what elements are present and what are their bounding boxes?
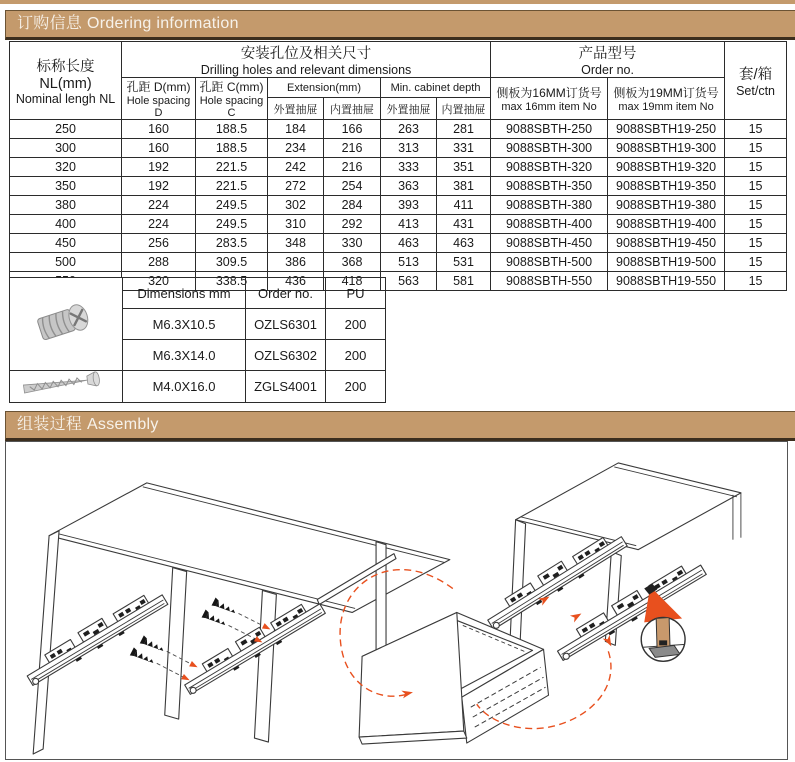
ordering-table-cell: 15 — [725, 177, 787, 196]
ordering-table-cell: 250 — [10, 120, 122, 139]
ordering-table-cell: 9088SBTH19-320 — [608, 158, 725, 177]
ordering-table-row — [10, 253, 787, 272]
ordering-table-cell: 411 — [437, 196, 491, 215]
ordering-table-cell: 9088SBTH-320 — [491, 158, 608, 177]
ordering-section-title: 订购信息 Ordering information — [17, 15, 239, 32]
ordering-table-cell: 418 — [324, 272, 381, 291]
ordering-table-cell: 9088SBTH-450 — [491, 234, 608, 253]
ordering-table-cell: 302 — [268, 196, 324, 215]
ordering-table-cell: 363 — [381, 177, 437, 196]
ordering-table-cell: 242 — [268, 158, 324, 177]
ordering-table-cell: 166 — [324, 120, 381, 139]
ordering-table-cell: 249.5 — [196, 196, 268, 215]
ordering-table-cell: 224 — [122, 196, 196, 215]
ordering-table-cell: 188.5 — [196, 120, 268, 139]
ordering-table-cell: 249.5 — [196, 215, 268, 234]
screw-order-no: ZGLS4001 — [246, 371, 326, 403]
screw-pu: 200 — [326, 340, 386, 371]
ordering-table-cell: 9088SBTH19-380 — [608, 196, 725, 215]
ordering-table-head — [10, 42, 787, 120]
col-item19: 侧板为19MM订货号 max 19mm item No — [608, 78, 725, 120]
ordering-table-row — [10, 177, 787, 196]
ordering-table-cell: 9088SBTH19-350 — [608, 177, 725, 196]
ordering-table-cell: 9088SBTH-300 — [491, 139, 608, 158]
col-ext-inner: 内置抽屉 — [324, 98, 381, 120]
ordering-table-cell: 581 — [437, 272, 491, 291]
ordering-table-cell: 160 — [122, 120, 196, 139]
ordering-table-cell: 15 — [725, 272, 787, 291]
screw-dimensions: M6.3X14.0 — [123, 340, 246, 371]
drawer-insertion-diagram — [340, 463, 741, 744]
assembly-diagram — [6, 442, 785, 757]
ordering-table-cell: 224 — [122, 215, 196, 234]
ordering-table-cell: 350 — [10, 177, 122, 196]
ordering-table-cell: 436 — [268, 272, 324, 291]
ordering-table-cell: 292 — [324, 215, 381, 234]
ordering-table-cell: 221.5 — [196, 177, 268, 196]
ordering-table-cell: 531 — [437, 253, 491, 272]
screw-row — [10, 371, 386, 403]
ordering-table-cell: 9088SBTH-380 — [491, 196, 608, 215]
col-group-order-no: 产品型号 Order no. — [491, 42, 725, 78]
ordering-table-cell: 413 — [381, 215, 437, 234]
ordering-table-cell: 15 — [725, 120, 787, 139]
ordering-table-cell: 188.5 — [196, 139, 268, 158]
screw-header-dimensions: Dimensions mm — [123, 278, 246, 309]
ordering-table-cell: 15 — [725, 139, 787, 158]
ordering-table-cell: 15 — [725, 158, 787, 177]
ordering-table-cell: 330 — [324, 234, 381, 253]
col-group-min-depth: Min. cabinet depth — [381, 78, 491, 98]
ordering-section-header — [5, 10, 795, 40]
col-group-extension: Extension(mm) — [268, 78, 381, 98]
euro-screw-image-cell — [10, 278, 123, 371]
ordering-table-cell: 15 — [725, 234, 787, 253]
ordering-table-cell: 313 — [381, 139, 437, 158]
col-hole-spacing-d: 孔距 D(mm) Hole spacing D — [122, 78, 196, 120]
ordering-table-cell: 254 — [324, 177, 381, 196]
screw-pu: 200 — [326, 371, 386, 403]
ordering-table-cell: 381 — [437, 177, 491, 196]
col-depth-outer: 外置抽屉 — [381, 98, 437, 120]
ordering-table-cell: 9088SBTH-500 — [491, 253, 608, 272]
col-group-drilling: 安装孔位及相关尺寸 Drilling holes and relevant dimensions — [122, 42, 491, 78]
ordering-table-cell: 263 — [381, 120, 437, 139]
col-nominal-length: 标称长度 NL(mm) Nominal lengh NL — [10, 42, 122, 120]
ordering-table-cell: 331 — [437, 139, 491, 158]
col-hole-spacing-c: 孔距 C(mm) Hole spacing C — [196, 78, 268, 120]
ordering-table-cell: 9088SBTH-250 — [491, 120, 608, 139]
ordering-table-cell: 288 — [122, 253, 196, 272]
assembly-section-title: 组装过程 Assembly — [17, 416, 159, 433]
ordering-table-row — [10, 120, 787, 139]
ordering-table-cell: 221.5 — [196, 158, 268, 177]
assembly-diagram-panel — [5, 441, 788, 760]
col-item16: 侧板为16MM订货号 max 16mm item No — [491, 78, 608, 120]
ordering-table-cell: 386 — [268, 253, 324, 272]
ordering-table-cell: 9088SBTH-550 — [491, 272, 608, 291]
ordering-table-cell: 281 — [437, 120, 491, 139]
ordering-table-cell: 9088SBTH19-400 — [608, 215, 725, 234]
screw-dimensions: M4.0X16.0 — [123, 371, 246, 403]
ordering-table-cell: 256 — [122, 234, 196, 253]
screw-table — [9, 277, 386, 403]
ordering-table-cell: 309.5 — [196, 253, 268, 272]
ordering-table-cell: 300 — [10, 139, 122, 158]
ordering-table-cell: 500 — [10, 253, 122, 272]
ordering-table-cell: 9088SBTH19-550 — [608, 272, 725, 291]
ordering-table-row — [10, 215, 787, 234]
screw-order-no: OZLS6301 — [246, 309, 326, 340]
ordering-table-cell: 9088SBTH-400 — [491, 215, 608, 234]
ordering-table-cell: 320 — [10, 158, 122, 177]
ordering-table-cell: 184 — [268, 120, 324, 139]
ordering-table-row — [10, 139, 787, 158]
col-ext-outer: 外置抽屉 — [268, 98, 324, 120]
ordering-table-cell: 513 — [381, 253, 437, 272]
ordering-table-cell: 563 — [381, 272, 437, 291]
ordering-table-cell: 272 — [268, 177, 324, 196]
ordering-table-cell: 9088SBTH19-250 — [608, 120, 725, 139]
ordering-table-row — [10, 234, 787, 253]
ordering-table-cell: 15 — [725, 215, 787, 234]
ordering-table-cell: 284 — [324, 196, 381, 215]
ordering-table-cell: 400 — [10, 215, 122, 234]
screw-pu: 200 — [326, 309, 386, 340]
ordering-table-cell: 234 — [268, 139, 324, 158]
top-accent-strip — [0, 0, 795, 4]
ordering-table-cell: 348 — [268, 234, 324, 253]
ordering-table-cell: 310 — [268, 215, 324, 234]
ordering-table-cell: 463 — [437, 234, 491, 253]
ordering-table-cell: 192 — [122, 177, 196, 196]
ordering-table-cell: 15 — [725, 253, 787, 272]
ordering-table-cell: 431 — [437, 215, 491, 234]
ordering-table-cell: 216 — [324, 158, 381, 177]
screw-dimensions: M6.3X10.5 — [123, 309, 246, 340]
ordering-table-cell: 333 — [381, 158, 437, 177]
ordering-table-cell: 368 — [324, 253, 381, 272]
ordering-table-cell: 216 — [324, 139, 381, 158]
col-depth-inner: 内置抽屉 — [437, 98, 491, 120]
countersunk-screw-image-cell — [10, 371, 123, 403]
ordering-table-cell: 463 — [381, 234, 437, 253]
ordering-table-cell: 380 — [10, 196, 122, 215]
euro-screw-icon — [16, 280, 116, 366]
ordering-table-cell: 320 — [122, 272, 196, 291]
screw-header-order-no: Order no. — [246, 278, 326, 309]
ordering-table-cell: 192 — [122, 158, 196, 177]
ordering-table-cell: 160 — [122, 139, 196, 158]
ordering-table-cell: 9088SBTH19-500 — [608, 253, 725, 272]
ordering-table-cell: 351 — [437, 158, 491, 177]
ordering-table-cell: 15 — [725, 196, 787, 215]
assembly-section-header — [5, 411, 795, 441]
ordering-table-cell: 450 — [10, 234, 122, 253]
ordering-table-cell: 393 — [381, 196, 437, 215]
ordering-table — [9, 41, 787, 291]
col-set-ctn: 套/箱 Set/ctn — [725, 42, 787, 120]
screw-header-pu: PU — [326, 278, 386, 309]
ordering-table-body — [10, 120, 787, 291]
ordering-table-cell: 338.5 — [196, 272, 268, 291]
ordering-table-row — [10, 196, 787, 215]
ordering-table-cell: 9088SBTH19-300 — [608, 139, 725, 158]
countersunk-screw-icon — [16, 371, 116, 399]
ordering-table-cell: 9088SBTH-350 — [491, 177, 608, 196]
screw-order-no: OZLS6302 — [246, 340, 326, 371]
ordering-table-row — [10, 158, 787, 177]
ordering-table-cell: 9088SBTH19-450 — [608, 234, 725, 253]
ordering-table-cell: 283.5 — [196, 234, 268, 253]
